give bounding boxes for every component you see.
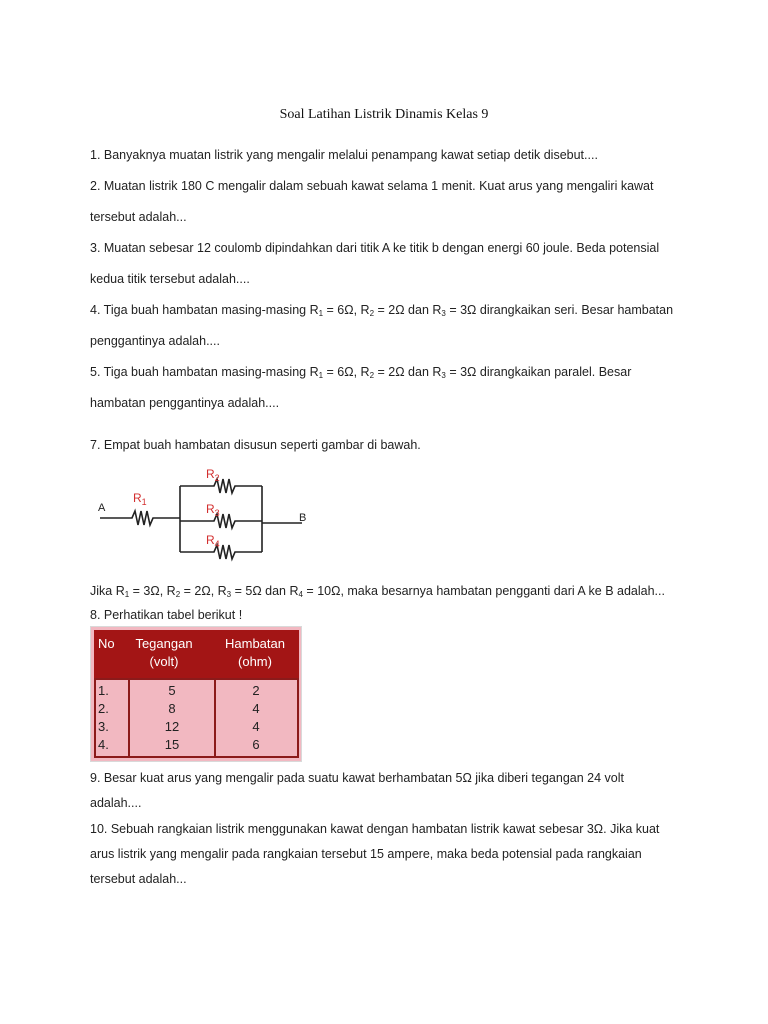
question-4-line-1: 4. Tiga buah hambatan masing-masing $R_1 = 6\Omega$, $R_2 = 2\Omega$ dan $R_3 = 3\Omega$ dirangkaikan seri. Besar hambatan	[90, 303, 674, 318]
question-7-followup: Jika $R_1 = 3\Omega$, $R_2 = 2\Omega$, $R_3 = 5\Omega$ dan $R_4 = 10\Omega$, maka besarnya hambatan pengganti dari A ke B adalah...	[90, 584, 665, 599]
question-5-line-1: 5. Tiga buah hambatan masing-masing $R_1 = 6\Omega$, $R_2 = 2\Omega$ dan $R_3 = 3\Omega$ dirangkaikan paralel. Besar	[90, 365, 632, 380]
table-cell: 2.	[98, 701, 109, 716]
question-3-line-1: 3. Muatan sebesar 12 coulomb dipindahkan dari titik A ke titik b dengan energi 60 joule. Beda potensial	[90, 241, 660, 255]
table-header	[94, 630, 299, 678]
question-9-line-2: adalah....	[90, 796, 142, 810]
question-4-line-2: penggantinya adalah....	[90, 334, 220, 348]
question-2-line-2: tersebut adalah...	[90, 210, 187, 224]
table-cell: 5	[168, 683, 176, 698]
header-tegangan: Tegangan (volt)	[135, 636, 193, 669]
resistor-r3-label: $R_3$	[206, 502, 220, 518]
question-9-line-1: 9. Besar kuat arus yang mengalir pada suatu kawat berhambatan 5Ω jika diberi tegangan 24 volt	[90, 771, 624, 785]
table-cell: 12	[164, 719, 180, 734]
node-a-label: A	[98, 502, 106, 514]
node-b-label: B	[299, 512, 307, 524]
header-no: No	[98, 636, 115, 651]
table-cell: 15	[164, 737, 180, 752]
table-cell: 3.	[98, 719, 109, 734]
table-cell: 4.	[98, 737, 109, 752]
page-title: Soal Latihan Listrik Dinamis Kelas 9	[279, 107, 489, 122]
question-3	[90, 233, 680, 295]
question-3-line-2: kedua titik tersebut adalah....	[90, 272, 250, 286]
resistor-r2-label: $R_2$	[206, 467, 220, 483]
table-cell: 2	[252, 683, 260, 698]
question-9	[90, 766, 680, 816]
column-tegangan	[130, 682, 214, 754]
question-10-line-3: tersebut adalah...	[90, 872, 187, 886]
header-hambatan: Hambatan (ohm)	[225, 636, 285, 669]
question-2-line-1: 2. Muatan listrik 180 C mengalir dalam sebuah kawat selama 1 menit. Kuat arus yang mengaliri kawat	[90, 179, 654, 193]
resistor-r1-label: $R_1$	[133, 491, 147, 507]
circuit-diagram	[96, 466, 316, 570]
question-4	[90, 295, 680, 357]
question-10-line-1: 10. Sebuah rangkaian listrik menggunakan kawat dengan hambatan listrik kawat sebesar 3Ω. Jika kuat	[90, 822, 660, 836]
table-cell: 8	[168, 701, 176, 716]
question-8: 8. Perhatikan tabel berikut !	[90, 608, 243, 622]
table-cell: 4	[252, 701, 260, 716]
question-1: 1. Banyaknya muatan listrik yang mengalir melalui penampang kawat setiap detik disebut....	[90, 148, 598, 162]
question-10-line-2: arus listrik yang mengalir pada rangkaian tersebut 15 ampere, maka beda potensial pada rangkaian	[90, 847, 642, 861]
column-hambatan	[216, 682, 296, 754]
question-7: 7. Empat buah hambatan disusun seperti gambar di bawah.	[90, 438, 421, 452]
column-no	[98, 682, 124, 754]
question-10	[90, 817, 680, 892]
table-cell: 4	[252, 719, 260, 734]
table-body	[94, 678, 299, 758]
question-2	[90, 171, 680, 233]
table-cell: 1.	[98, 683, 109, 698]
table-cell: 6	[252, 737, 260, 752]
data-table	[90, 626, 302, 762]
resistor-r4-label: $R_4$	[206, 533, 220, 549]
question-5	[90, 357, 680, 419]
question-5-line-2: hambatan penggantinya adalah....	[90, 396, 280, 410]
